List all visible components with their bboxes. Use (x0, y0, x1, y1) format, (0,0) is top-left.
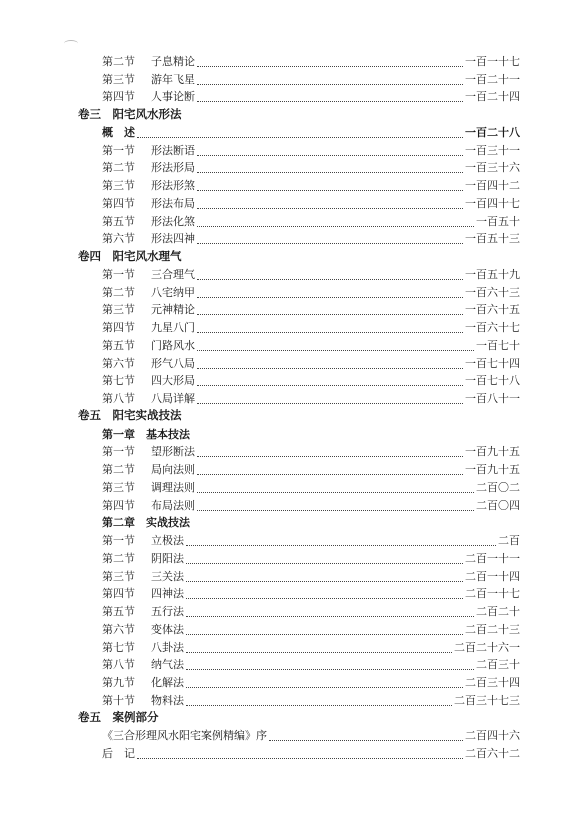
dot-leader (186, 545, 496, 546)
page-number: 一百二十八 (465, 125, 520, 139)
section-title: 《三合形理风水阳宅案例精编》序 (102, 729, 267, 743)
toc-entry (0, 495, 586, 513)
toc-entry (0, 317, 586, 335)
toc-entry (0, 459, 586, 477)
section-title: 四大形局 (151, 374, 195, 388)
page-number: 一百七十八 (465, 374, 520, 388)
toc-entry (0, 424, 586, 442)
table-of-contents (0, 51, 586, 761)
page-number: 二百一十七 (465, 587, 520, 601)
section-number: 第十节 (102, 693, 135, 707)
page-number: 一百四十二 (465, 179, 520, 192)
toc-entry (0, 282, 586, 300)
toc-entry (0, 655, 586, 673)
section-title: 形法布局 (151, 196, 195, 210)
dot-leader (186, 669, 474, 670)
page-number: 二百〇四 (476, 498, 520, 512)
dot-leader (197, 208, 463, 209)
dot-leader (186, 563, 463, 564)
dot-leader (197, 350, 474, 351)
section-title: 形法形局 (151, 161, 195, 175)
section-number: 第二节 (102, 161, 135, 175)
toc-entry (0, 442, 586, 460)
dot-leader (197, 172, 463, 173)
section-number: 第三节 (102, 569, 135, 583)
dot-leader (197, 474, 463, 475)
toc-entry (0, 406, 586, 424)
section-number: 第二节 (102, 54, 135, 68)
page-number: 一百五十九 (465, 267, 520, 281)
page-number: 一百二十四 (465, 90, 520, 104)
section-title: 形法化煞 (151, 214, 195, 228)
section-number: 第三节 (102, 303, 135, 317)
dot-leader (186, 598, 463, 599)
section-title: 阴阳法 (151, 551, 184, 565)
toc-entry (0, 229, 586, 247)
section-title: 三合理气 (151, 267, 195, 281)
section-title: 形法四神 (151, 232, 195, 246)
page-number: 二百三十 (476, 658, 520, 672)
toc-entry (0, 477, 586, 495)
dot-leader (197, 385, 463, 386)
section-title: 形气八局 (151, 356, 195, 370)
page-number: 一百六十五 (465, 303, 520, 317)
dot-leader (197, 226, 474, 227)
corner-mark (64, 40, 78, 47)
volume-heading: 卷五 案例部分 (78, 710, 159, 724)
dot-leader (197, 297, 463, 298)
toc-entry (0, 51, 586, 69)
dot-leader (197, 190, 463, 191)
page-number: 一百九十五 (465, 463, 520, 476)
section-number: 第五节 (102, 605, 135, 618)
dot-leader (197, 155, 463, 156)
dot-leader (186, 616, 474, 617)
section-number: 第八节 (102, 658, 135, 672)
section-title: 调理法则 (151, 480, 195, 494)
page-number: 一百三十一 (465, 143, 520, 157)
dot-leader (186, 705, 452, 706)
toc-entry (0, 175, 586, 193)
dot-leader (186, 581, 463, 582)
toc-entry (0, 708, 586, 726)
dot-leader (197, 332, 463, 333)
section-number: 第五节 (102, 214, 135, 228)
section-title: 立极法 (151, 534, 184, 547)
dot-leader (186, 687, 463, 688)
dot-leader (197, 243, 463, 244)
toc-entry (0, 548, 586, 566)
section-title: 望形断法 (151, 445, 195, 459)
section-number: 第一节 (102, 534, 135, 547)
dot-leader (269, 740, 463, 741)
toc-entry (0, 584, 586, 602)
section-title: 物料法 (151, 693, 184, 707)
dot-leader (197, 456, 463, 457)
section-number: 第八节 (102, 392, 135, 405)
page-number: 一百六十七 (465, 321, 520, 334)
section-number: 第七节 (102, 640, 135, 654)
toc-entry (0, 104, 586, 122)
toc-entry (0, 672, 586, 690)
page-number: 一百五十三 (465, 232, 520, 246)
page-number: 一百四十七 (465, 196, 520, 210)
page-number: 一百九十五 (465, 445, 520, 459)
page-number: 二百一十四 (465, 569, 520, 583)
page-number: 一百八十一 (465, 392, 520, 405)
section-title: 门路风水 (151, 338, 195, 352)
section-title: 后 记 (102, 747, 135, 760)
section-title: 布局法则 (151, 498, 195, 512)
section-number: 第四节 (102, 321, 135, 334)
toc-entry (0, 193, 586, 211)
toc-entry (0, 371, 586, 389)
dot-leader (197, 510, 474, 511)
toc-entry (0, 530, 586, 548)
section-title: 子息精论 (151, 54, 195, 68)
toc-entry (0, 566, 586, 584)
page-number: 二百 (498, 534, 520, 547)
section-title: 人事论断 (151, 90, 195, 104)
page-number: 二百三十四 (465, 676, 520, 689)
section-number: 第四节 (102, 498, 135, 512)
chapter-heading: 第二章 实战技法 (102, 516, 190, 530)
section-title: 变体法 (151, 622, 184, 636)
section-title: 元神精论 (151, 303, 195, 317)
section-title: 纳气法 (151, 658, 184, 672)
dot-leader (197, 84, 463, 85)
section-title: 游年飞星 (151, 72, 195, 86)
page-number: 一百六十三 (465, 285, 520, 299)
section-number: 第三节 (102, 72, 135, 86)
section-number: 第三节 (102, 179, 135, 192)
dot-leader (137, 758, 463, 759)
section-number: 第四节 (102, 196, 135, 210)
section-number: 第二节 (102, 551, 135, 565)
page-number: 一百五十 (476, 214, 520, 228)
dot-leader (197, 279, 463, 280)
dot-leader (186, 634, 463, 635)
dot-leader (197, 368, 463, 369)
toc-entry (0, 619, 586, 637)
section-number: 第五节 (102, 338, 135, 352)
toc-entry (0, 388, 586, 406)
volume-heading: 卷五 阳宅实战技法 (78, 408, 182, 423)
section-title: 八宅纳甲 (151, 285, 195, 299)
page-number: 一百七十四 (465, 356, 520, 370)
dot-leader (197, 492, 474, 493)
toc-entry (0, 300, 586, 318)
page-number: 二百二十 (476, 605, 520, 618)
page-number: 二百一十一 (465, 551, 520, 565)
toc-entry (0, 158, 586, 176)
section-title: 化解法 (151, 676, 184, 689)
chapter-heading: 第一章 基本技法 (102, 427, 190, 441)
section-number: 第六节 (102, 622, 135, 636)
toc-entry (0, 140, 586, 158)
page-number: 一百二十一 (465, 72, 520, 86)
section-number: 第四节 (102, 587, 135, 601)
dot-leader (197, 314, 463, 315)
toc-entry (0, 513, 586, 531)
dot-leader (197, 101, 463, 102)
section-number: 第一节 (102, 445, 135, 459)
toc-entry (0, 122, 586, 140)
toc-entry (0, 211, 586, 229)
page-number: 二百三十七三 (454, 693, 520, 707)
volume-heading: 卷三 阳宅风水形法 (78, 106, 182, 121)
section-number: 第二节 (102, 285, 135, 299)
page-number: 一百七十 (476, 338, 520, 352)
toc-entry (0, 335, 586, 353)
dot-leader (197, 66, 463, 67)
page-number: 二百四十六 (465, 729, 520, 743)
section-number: 第一节 (102, 267, 135, 281)
section-number: 第二节 (102, 463, 135, 476)
toc-entry (0, 690, 586, 708)
dot-leader (186, 652, 452, 653)
section-number: 第九节 (102, 676, 135, 689)
page-number: 二百六十二 (465, 747, 520, 760)
section-title: 九星八门 (151, 321, 195, 334)
section-number: 第七节 (102, 374, 135, 388)
toc-entry (0, 353, 586, 371)
overview-heading: 概 述 (102, 125, 135, 139)
section-number: 第四节 (102, 90, 135, 104)
volume-heading: 卷四 阳宅风水理气 (78, 248, 182, 263)
toc-entry (0, 743, 586, 761)
section-title: 八卦法 (151, 640, 184, 654)
toc-entry (0, 69, 586, 87)
section-title: 八局详解 (151, 392, 195, 405)
toc-entry (0, 601, 586, 619)
page-number: 二百〇二 (476, 480, 520, 494)
dot-leader (197, 403, 463, 404)
dot-leader (137, 137, 463, 138)
toc-entry (0, 264, 586, 282)
section-number: 第一节 (102, 143, 135, 157)
page-number: 二百二十三 (465, 622, 520, 636)
section-title: 形法形煞 (151, 179, 195, 192)
section-title: 局向法则 (151, 463, 195, 476)
toc-entry (0, 637, 586, 655)
page-number: 二百二十六一 (454, 640, 520, 654)
section-title: 五行法 (151, 605, 184, 618)
toc-entry (0, 87, 586, 105)
section-title: 三关法 (151, 569, 184, 583)
page-number: 一百一十七 (465, 54, 520, 68)
page-number: 一百三十六 (465, 161, 520, 175)
section-title: 形法断语 (151, 143, 195, 157)
toc-entry (0, 246, 586, 264)
section-number: 第六节 (102, 356, 135, 370)
section-number: 第三节 (102, 480, 135, 494)
section-title: 四神法 (151, 587, 184, 601)
toc-entry (0, 726, 586, 744)
section-number: 第六节 (102, 232, 135, 246)
